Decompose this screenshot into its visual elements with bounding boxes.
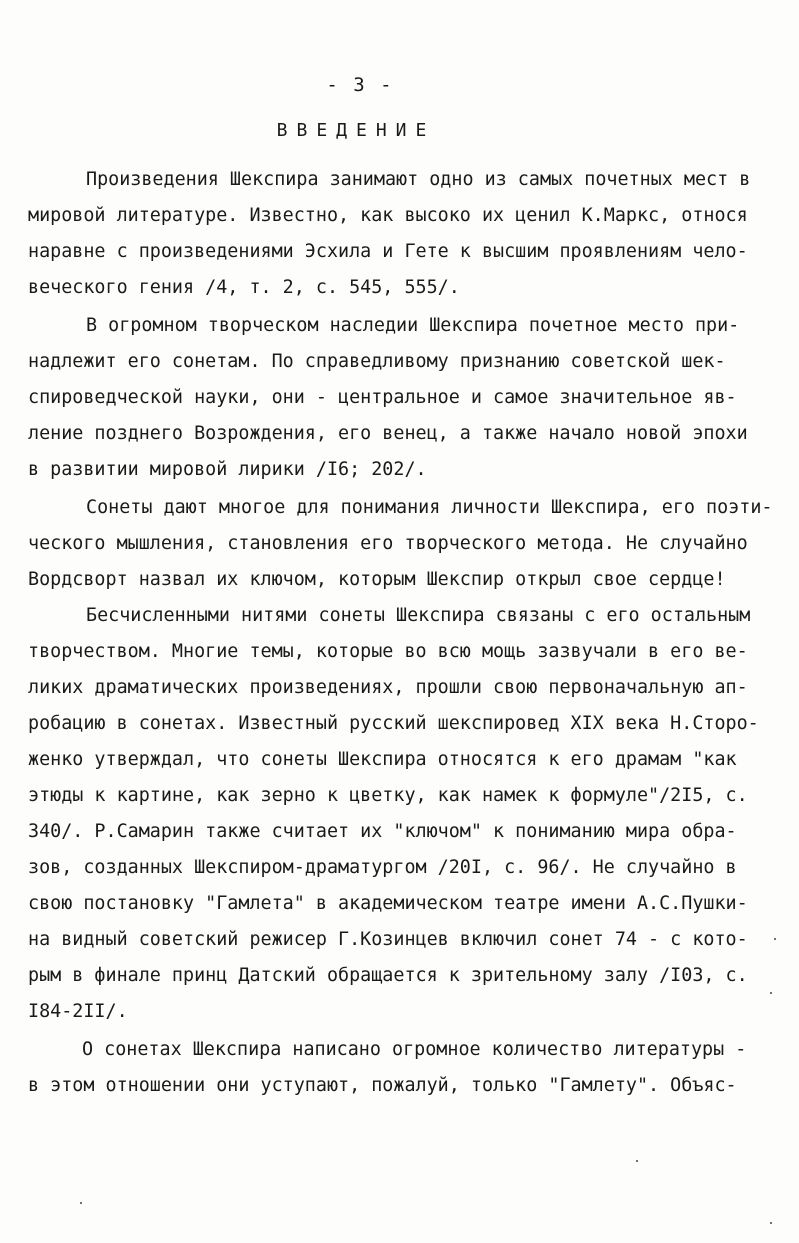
- text-line: спироведческой науки, они - центральное и самое значительное яв-: [28, 387, 737, 408]
- text-line: 340/. Р.Самарин также считает их "ключом" к пониманию мира обра-: [28, 821, 737, 842]
- scan-speck: [636, 1160, 638, 1162]
- text-line: на видный советский режисер Г.Козинцев включил сонет 74 - с кото-: [28, 929, 748, 950]
- text-line: свою постановку "Гамлета" в академическом театре имени А.С.Пушки-: [28, 893, 748, 914]
- page-number: - 3 -: [326, 74, 394, 96]
- scan-speck: [80, 1202, 82, 1204]
- scan-speck: [770, 1222, 772, 1224]
- text-line: Произведения Шекспира занимают одно из самых почетных мест в: [86, 169, 751, 190]
- scan-speck: [770, 992, 772, 994]
- text-line: О сонетах Шекспира написано огромное количество литературы -: [82, 1039, 747, 1060]
- text-line: женко утверждал, что сонеты Шекспира относятся к его драмам "как: [28, 749, 737, 770]
- text-line: надлежит его сонетам. По справедливому признанию советской шек-: [28, 351, 726, 372]
- text-line: рым в финале принц Датский обращается к зрительному залу /I03, с.: [28, 965, 748, 986]
- text-line: Сонеты дают многое для понимания личности Шекспира, его поэти-: [86, 497, 773, 518]
- text-line: в этом отношении они уступают, пожалуй, только "Гамлету". Объяс-: [28, 1075, 737, 1096]
- text-line: ление позднего Возрождения, его венец, а также начало новой эпохи: [28, 423, 748, 444]
- text-line: ликих драматических произведениях, прошли свою первоначальную ап-: [28, 677, 748, 698]
- text-line: Вордсворт назвал их ключом, которым Шекспир открыл свое сердце!: [28, 569, 726, 590]
- text-line: зов, созданных Шекспиром-драматургом /20I, с. 96/. Не случайно в: [28, 857, 737, 878]
- text-line: В огромном творческом наследии Шекспира почетное место при-: [86, 315, 740, 336]
- text-line: Бесчисленными нитями сонеты Шекспира связаны с его остальным: [86, 605, 751, 626]
- scan-speck: [774, 938, 776, 940]
- text-line: робацию в сонетах. Известный русский шекспировед XIX века Н.Сторо-: [28, 713, 759, 734]
- text-line: наравне с произведениями Эсхила и Гете к высшим проявлениям чело-: [28, 241, 748, 262]
- text-line: ческого мышления, становления его творческого метода. Не случайно: [28, 533, 748, 554]
- text-line: мировой литературе. Известно, как высоко их ценил К.Маркс, относя: [28, 205, 748, 226]
- text-line: этюды к картине, как зерно к цветку, как намек к формуле"/2I5, с.: [28, 785, 748, 806]
- section-title: ВВЕДЕНИЕ: [276, 120, 436, 141]
- text-line: веческого гения /4, т. 2, с. 545, 555/.: [28, 277, 460, 298]
- text-line: I84-2II/.: [28, 1001, 128, 1022]
- text-line: творчеством. Многие темы, которые во всю мощь зазвучали в его ве-: [28, 641, 748, 662]
- text-line: в развитии мировой лирики /I6; 202/.: [28, 459, 427, 480]
